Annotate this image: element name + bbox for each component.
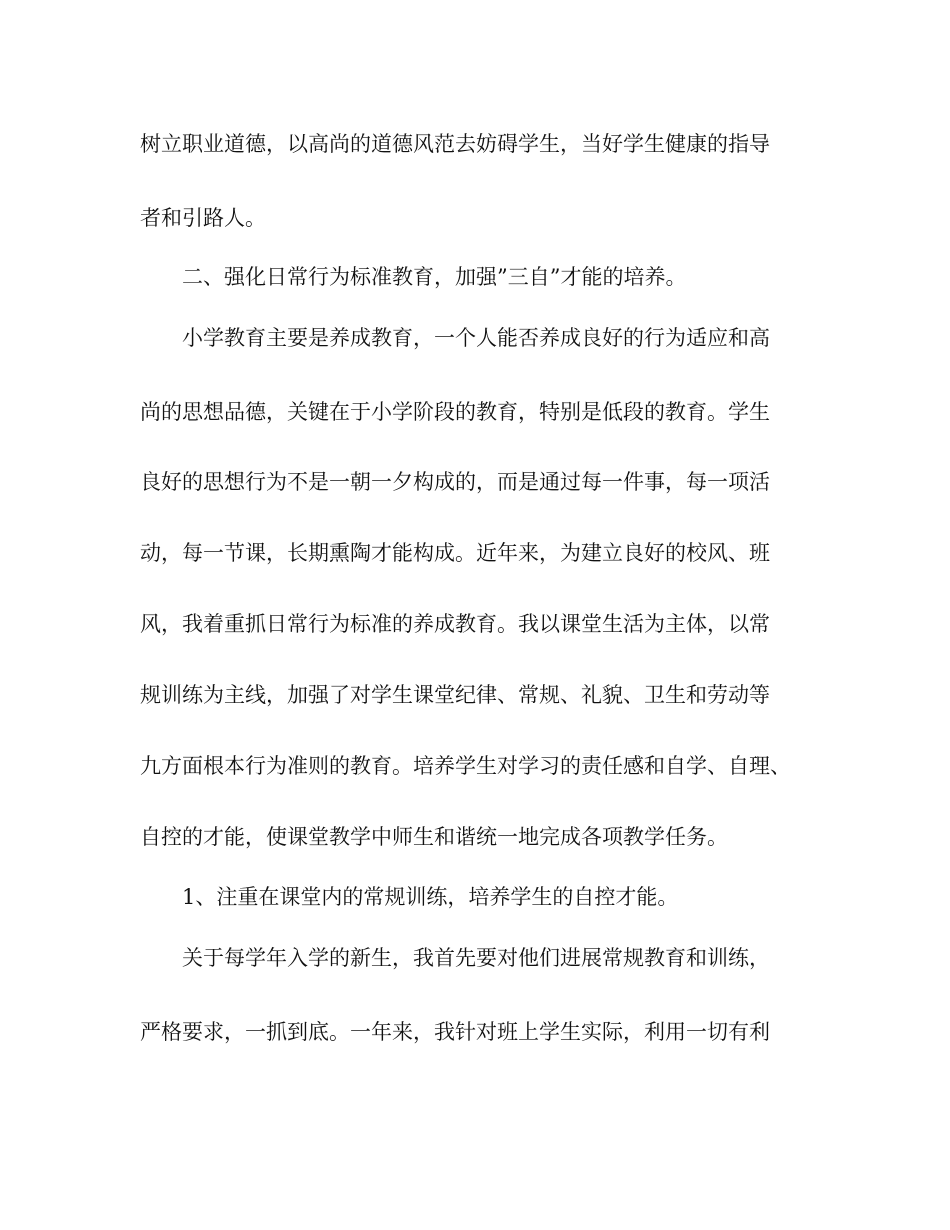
paragraph-line: 自控的才能，使课堂教学中师生和谐统一地完成各项教学任务。 bbox=[140, 825, 728, 849]
paragraph-line: 九方面根本行为准则的教育。培养学生对学习的责任感和自学、自理、 bbox=[140, 754, 791, 778]
paragraph-line: 树立职业道德，以高尚的道德风范去妨碍学生，当好学生健康的指导 bbox=[140, 132, 770, 156]
paragraph-line: 良好的思想行为不是一朝一夕构成的，而是通过每一件事，每一项活 bbox=[140, 470, 770, 494]
subsection-heading: 1、注重在课堂内的常规训练，培养学生的自控才能。 bbox=[182, 885, 679, 909]
paragraph-line: 小学教育主要是养成教育，一个人能否养成良好的行为适应和高 bbox=[182, 326, 770, 350]
paragraph-line: 风，我着重抓日常行为标准的养成教育。我以课堂生活为主体，以常 bbox=[140, 612, 770, 636]
paragraph-line: 规训练为主线，加强了对学生课堂纪律、常规、礼貌、卫生和劳动等 bbox=[140, 683, 770, 707]
section-heading: 二、强化日常行为标准教育，加强”三自”才能的培养。 bbox=[182, 265, 687, 289]
paragraph-line: 动，每一节课，长期熏陶才能构成。近年来，为建立良好的校风、班 bbox=[140, 541, 770, 565]
paragraph-line: 尚的思想品德，关键在于小学阶段的教育，特别是低段的教育。学生 bbox=[140, 400, 770, 424]
paragraph-line: 关于每学年入学的新生，我首先要对他们进展常规教育和训练， bbox=[182, 946, 770, 970]
paragraph-line: 严格要求，一抓到底。一年来，我针对班上学生实际，利用一切有利 bbox=[140, 1020, 770, 1044]
paragraph-line: 者和引路人。 bbox=[140, 206, 266, 230]
